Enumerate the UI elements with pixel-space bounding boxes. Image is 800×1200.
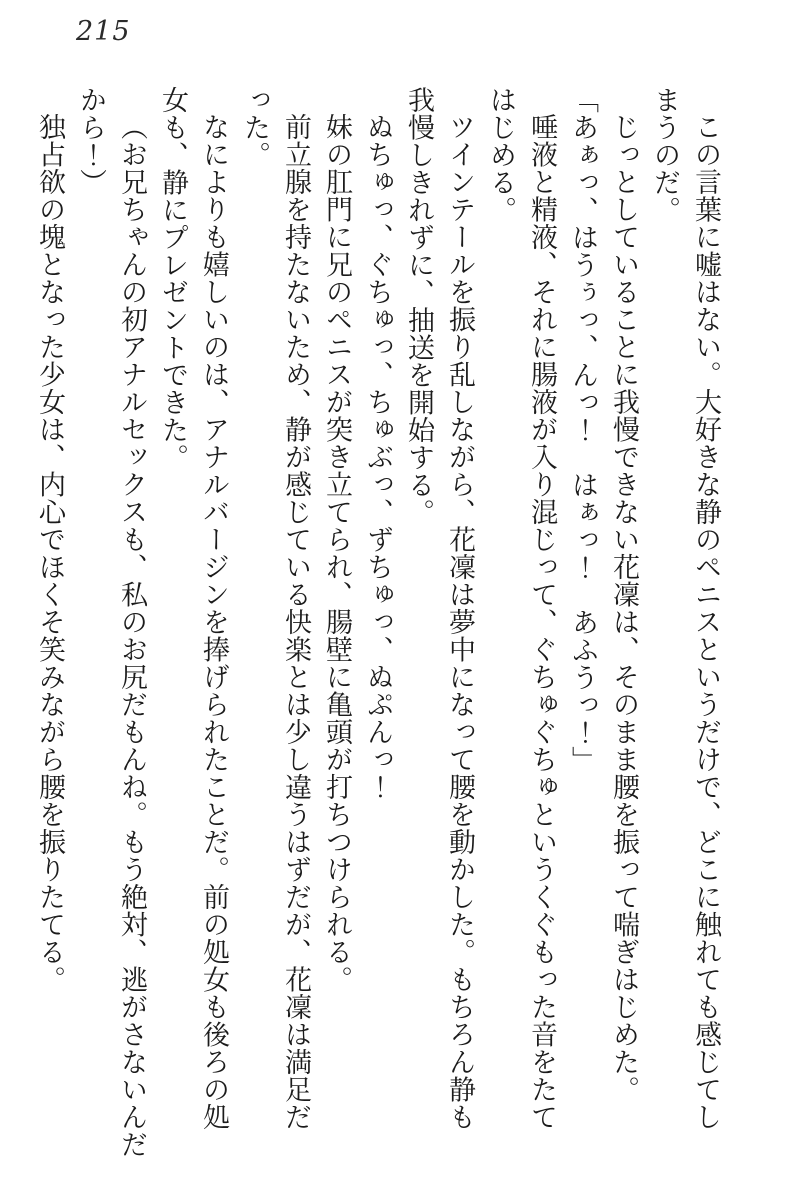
text-line: 独占欲の塊となった少女は、内心でほくそ笑みながら腰を振りたてる。	[34, 113, 65, 993]
body-text	[26, 86, 726, 1186]
text-line: った。	[239, 86, 270, 169]
text-line: ツインテールを振り乱しながら、花凜は夢中になって腰を動かした。もちろん静も	[444, 113, 475, 1131]
text-line: この言葉に嘘はない。大好きな静のペニスというだけで、どこに触れても感じてし	[690, 113, 721, 1131]
text-line: 唾液と精液、それに腸液が入り混じって、ぐちゅぐちゅというくぐもった音をたて	[526, 113, 557, 1131]
text-line: 我慢しきれずに、抽送を開始する。	[403, 86, 434, 526]
text-line: （お兄ちゃんの初アナルセックスも、私のお尻だもんね。もう絶対、逃がさないんだ	[116, 113, 147, 1158]
text-line: から！）	[75, 86, 106, 196]
text-line: じっとしていることに我慢できない花凜は、そのまま腰を振って喘ぎはじめた。	[608, 113, 639, 1103]
text-line: なによりも嬉しいのは、アナルバージンを捧げられたことだ。前の処女も後ろの処	[198, 113, 229, 1131]
text-line: まうのだ。	[649, 86, 680, 224]
text-line: はじめる。	[485, 86, 516, 224]
text-line: ぬちゅっ、ぐちゅっ、ちゅぶっ、ずちゅっ、ぬぷんっ！	[362, 113, 393, 801]
text-line: 女も、静にプレゼントできた。	[157, 86, 188, 471]
text-line: 前立腺を持たないため、静が感じている快楽とは少し違うはずだが、花凜は満足だ	[280, 113, 311, 1131]
page-number: 215	[76, 16, 131, 47]
text-line: 「あぁっ、はうぅっ、んっ！ はぁっ！ あふうっ！」	[567, 86, 598, 774]
text-line: 妹の肛門に兄のペニスが突き立てられ、腸壁に亀頭が打ちつけられる。	[321, 113, 352, 993]
